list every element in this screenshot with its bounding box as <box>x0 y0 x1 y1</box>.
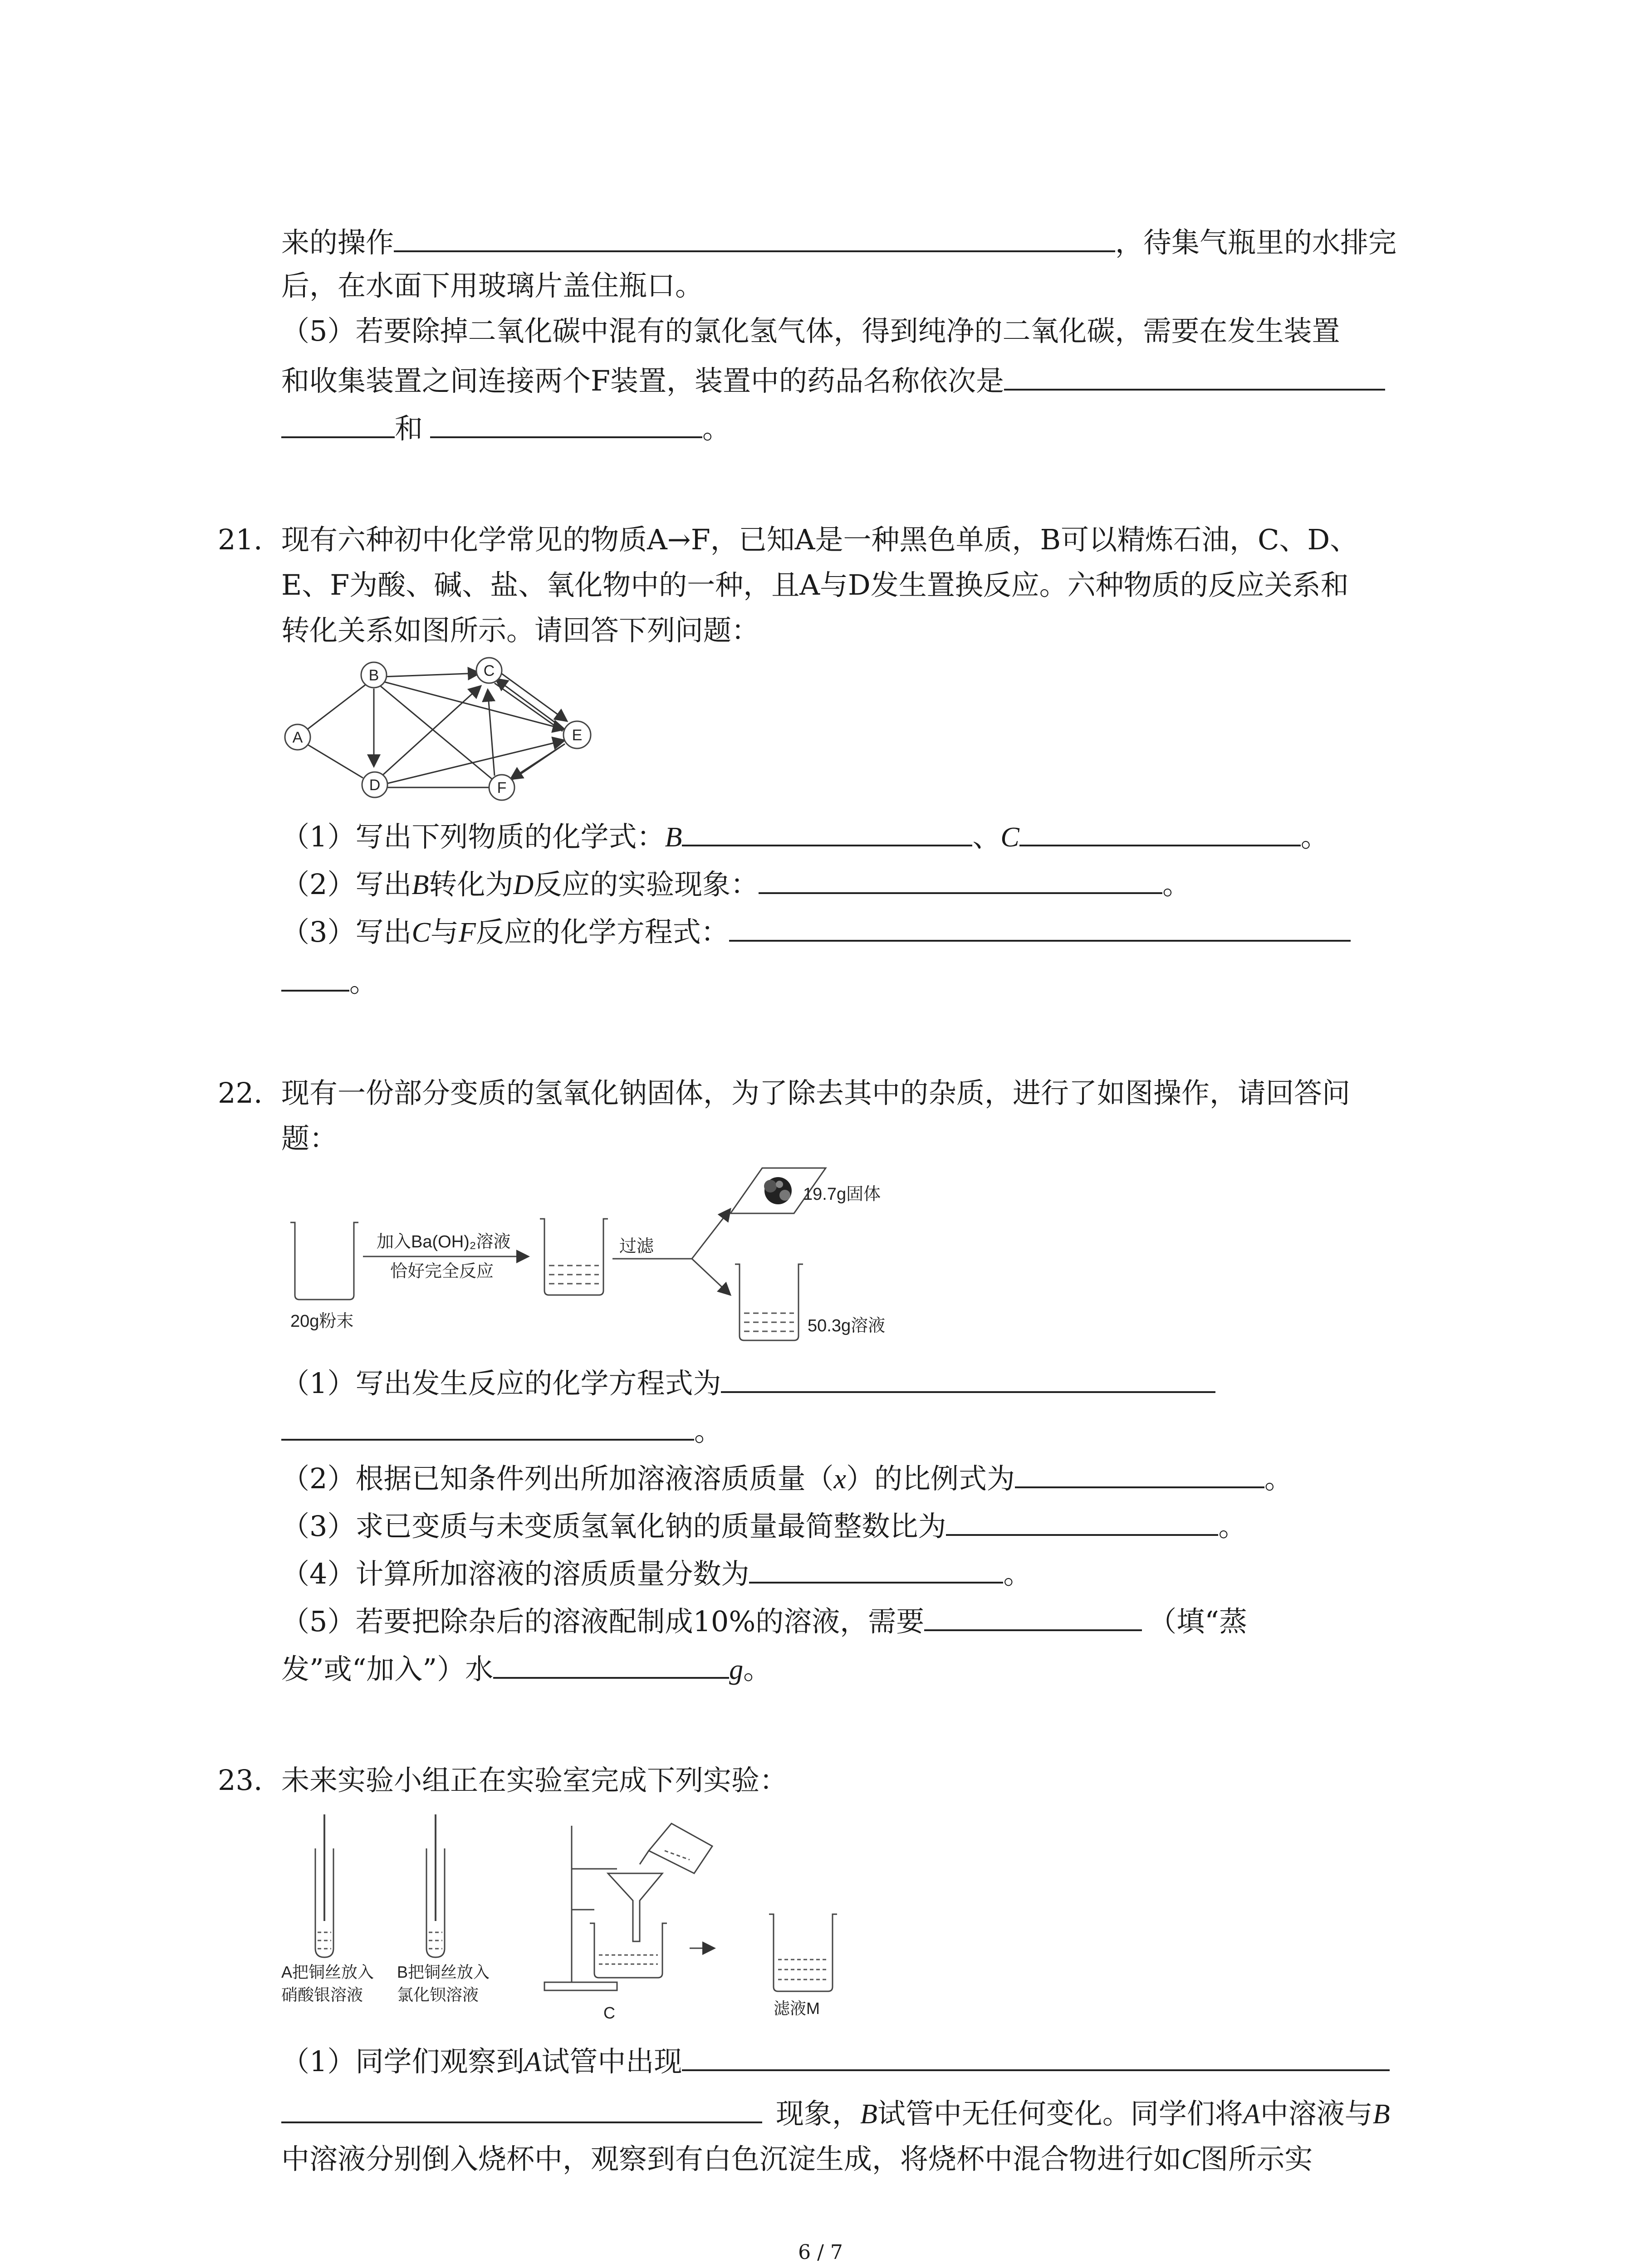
q22-text: 。 <box>1003 1557 1032 1590</box>
label-solid-mass: 19.7g固体 <box>803 1185 881 1204</box>
q21-text: 、 <box>972 820 1001 853</box>
q22-text: g <box>729 1654 744 1685</box>
q22-part1-cont <box>281 1411 722 1449</box>
q22-text: ）的比例式为 <box>846 1462 1015 1495</box>
q21-line1 <box>218 522 1358 558</box>
q22-part4 <box>281 1554 1031 1592</box>
q23-text: A <box>524 2047 542 2077</box>
answer-blank[interactable] <box>682 2041 1390 2071</box>
q22-text: 。 <box>1264 1462 1293 1495</box>
q20-line2: 后，在水面下用玻璃片盖住瓶口。 <box>281 269 704 302</box>
label-add-reagent: 加入Ba(OH)₂溶液 <box>377 1232 511 1251</box>
label-tube-b-line2: 氯化钡溶液 <box>397 1985 479 2004</box>
q22-part1 <box>281 1363 1215 1402</box>
q23-line1 <box>218 1762 788 1799</box>
q22-line2: 题： <box>281 1122 338 1155</box>
q21-text: C <box>411 917 431 948</box>
answer-blank[interactable] <box>281 408 395 438</box>
node-label: E <box>572 727 583 744</box>
q22-text: 现有一份部分变质的氢氧化钠固体，为了除去其中的杂质，进行了如图操作，请回答问 <box>281 1076 1351 1110</box>
answer-blank[interactable] <box>430 408 702 438</box>
label-tube-b-line1: B把铜丝放入 <box>397 1963 490 1981</box>
q21-text: 与 <box>430 915 459 948</box>
q22-text: （2）根据已知条件列出所加溶液溶质质量（ <box>281 1462 834 1495</box>
q22-text: （填“蒸 <box>1148 1605 1247 1638</box>
q21-relation-diagram <box>281 653 617 807</box>
answer-blank[interactable] <box>281 962 349 992</box>
label-solution-mass: 50.3g溶液 <box>808 1316 886 1335</box>
q20-part5-line2 <box>281 361 1385 399</box>
answer-blank[interactable] <box>946 1506 1218 1536</box>
q23-text: B <box>1372 2099 1390 2130</box>
answer-blank[interactable] <box>394 222 1115 252</box>
q23-part1-cont2 <box>281 2141 1313 2178</box>
q23-text: 现象， <box>776 2097 861 2130</box>
q23-text: A <box>1243 2099 1260 2130</box>
q23-part1 <box>281 2041 1390 2080</box>
q21-text: 。 <box>349 965 378 998</box>
page-number: 6 / 7 <box>798 2241 843 2264</box>
answer-blank[interactable] <box>759 864 1162 894</box>
q23-text: 图所示实 <box>1200 2142 1313 2175</box>
q23-text: （1）同学们观察到 <box>281 2045 524 2078</box>
q22-text: x <box>833 1464 846 1495</box>
q21-text: F <box>458 917 476 948</box>
q21-text: B <box>411 870 429 900</box>
q21-part3 <box>281 912 1351 951</box>
q22-text: 。 <box>694 1414 723 1447</box>
beaker-empty <box>290 1222 358 1300</box>
q21-text: 转化为 <box>429 868 514 901</box>
answer-blank[interactable] <box>1004 361 1385 391</box>
label-filtrate-m: 滤液M <box>774 1999 820 2018</box>
q20-text: 和收集装置之间连接两个F装置，装置中的药品名称依次是 <box>281 364 1004 397</box>
answer-blank[interactable] <box>729 912 1351 942</box>
q22-process-diagram <box>281 1159 962 1349</box>
q23-text: B <box>860 2099 877 2130</box>
q21-text: （1）写出下列物质的化学式： <box>281 820 665 853</box>
filtration-stand <box>544 1823 712 1990</box>
q21-text: D <box>513 870 534 900</box>
q20-part5-line3 <box>281 408 730 447</box>
q23-part1-cont <box>281 2093 1390 2132</box>
q23-experiment-diagram <box>281 1805 871 2032</box>
node-label: D <box>369 777 381 794</box>
q23-text: 中溶液与 <box>1260 2097 1373 2130</box>
q21-text: C <box>1000 822 1019 853</box>
q21-text: 。 <box>1300 820 1329 853</box>
q21-text: 反应的实验现象： <box>534 868 759 901</box>
q21-text: 。 <box>1162 868 1191 901</box>
q20-part5-line1: （5）若要除掉二氧化碳中混有的氯化氢气体，得到纯净的二氧化碳，需要在发生装置 <box>281 314 1340 347</box>
label-filter: 过滤 <box>619 1237 654 1256</box>
q23-text: 未来实验小组正在实验室完成下列实验： <box>281 1764 788 1797</box>
answer-blank[interactable] <box>493 1649 729 1679</box>
label-c: C <box>603 2004 615 2022</box>
q22-part5 <box>281 1601 1247 1640</box>
answer-blank[interactable] <box>924 1601 1142 1631</box>
label-powder: 20g粉末 <box>290 1312 354 1331</box>
node-label: F <box>497 779 507 797</box>
label-tube-a-line1: A把铜丝放入 <box>281 1963 374 1981</box>
node-label: B <box>368 667 379 684</box>
question-number: 22. <box>218 1076 263 1110</box>
q23-text: 中溶液分别倒入烧杯中，观察到有白色沉淀生成，将烧杯中混合物进行如 <box>281 2142 1182 2175</box>
q22-text: （1）写出发生反应的化学方程式为 <box>281 1367 721 1400</box>
q21-part2 <box>281 864 1190 903</box>
q21-text: 反应的化学方程式： <box>475 915 729 948</box>
q20-text: 来的操作 <box>281 226 394 259</box>
label-complete-reaction: 恰好完全反应 <box>390 1262 494 1281</box>
q21-line2: E、F为酸、碱、盐、氧化物中的一种，且A与D发生置换反应。六种物质的反应关系和 <box>281 568 1349 601</box>
q22-line1 <box>218 1075 1350 1111</box>
q20-text: ，待集气瓶里的水排完 <box>1115 226 1397 259</box>
q22-part2 <box>281 1458 1293 1497</box>
q22-text: 。 <box>743 1652 772 1686</box>
answer-blank[interactable] <box>281 2093 762 2123</box>
q21-line3: 转化关系如图所示。请回答下列问题： <box>281 614 760 647</box>
q21-part1 <box>281 816 1329 855</box>
answer-blank[interactable] <box>749 1554 1003 1584</box>
answer-blank[interactable] <box>1019 816 1301 846</box>
q22-text: （5）若要把除杂后的溶液配制成10%的溶液，需要 <box>281 1605 925 1638</box>
q22-text: 。 <box>1218 1510 1247 1543</box>
q20-text: 和 <box>395 412 423 445</box>
q22-part3 <box>281 1506 1246 1545</box>
solid-precipitate <box>764 1177 792 1204</box>
answer-blank[interactable] <box>1015 1458 1264 1488</box>
answer-blank[interactable] <box>682 816 972 846</box>
q23-text: C <box>1181 2144 1200 2175</box>
q20-text: 。 <box>702 412 731 445</box>
q21-part3-cont <box>281 962 377 1000</box>
q21-text: （3）写出 <box>281 915 412 948</box>
answer-blank[interactable] <box>281 1411 694 1441</box>
q23-text: 试管中无任何变化。同学们将 <box>877 2097 1243 2130</box>
q23-text: 试管中出现 <box>541 2045 682 2078</box>
q21-text: （2）写出 <box>281 868 412 901</box>
q21-text: B <box>665 822 682 853</box>
q21-text: 现有六种初中化学常见的物质A→F，已知A是一种黑色单质，B可以精炼石油，C、D、 <box>281 523 1358 556</box>
question-number: 21. <box>218 523 263 556</box>
node-label: C <box>483 662 495 679</box>
answer-blank[interactable] <box>721 1363 1215 1393</box>
q20-line1 <box>281 222 1396 261</box>
question-number: 23. <box>218 1764 263 1797</box>
q22-part5-cont <box>281 1649 771 1688</box>
node-label: A <box>292 729 303 746</box>
q22-text: （3）求已变质与未变质氢氧化钠的质量最简整数比为 <box>281 1510 946 1543</box>
beaker-filtrate <box>735 1264 803 1340</box>
label-tube-a-line2: 硝酸银溶液 <box>281 1985 363 2004</box>
q22-text: （4）计算所加溶液的溶质质量分数为 <box>281 1557 749 1590</box>
q22-text: 发”或“加入”）水 <box>281 1652 494 1686</box>
